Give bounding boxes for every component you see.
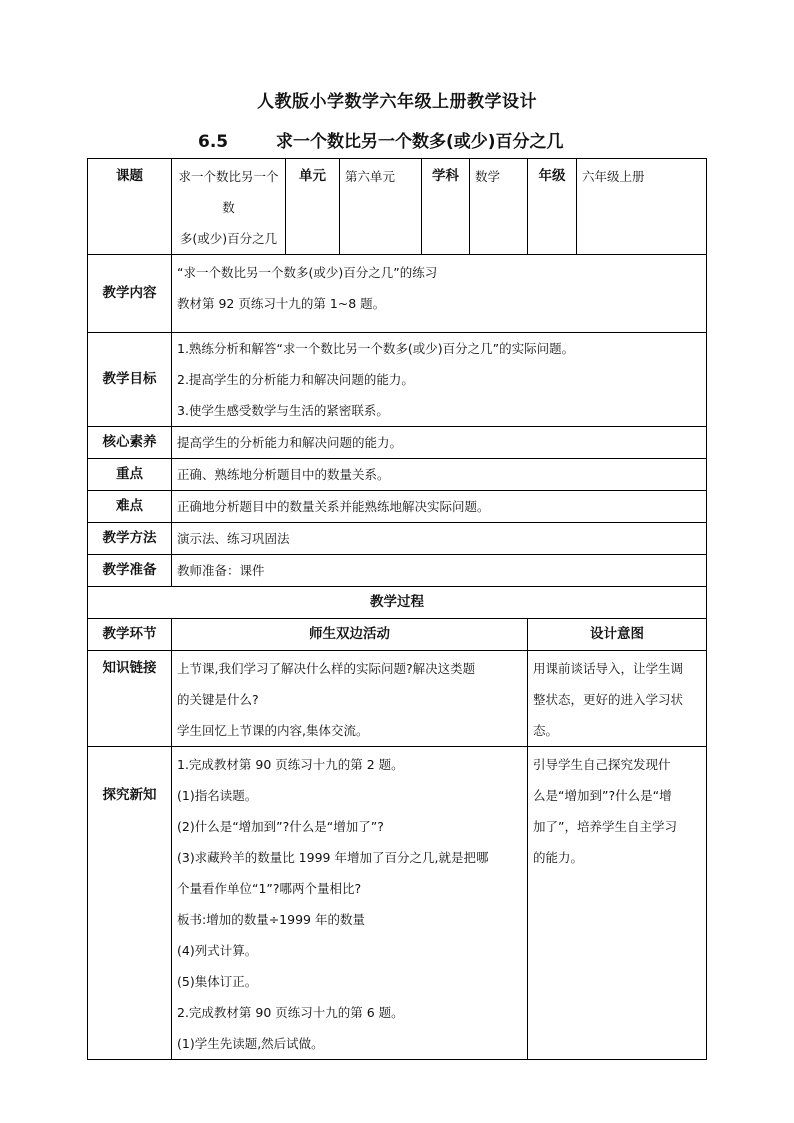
activity-line: (2)什么是“增加到”?什么是“增加了”? xyxy=(177,819,384,834)
difficulty-value: 正确地分析题目中的数量关系并能熟练地解决实际问题。 xyxy=(172,491,707,523)
stage-label: 探究新知 xyxy=(88,747,172,1060)
literacy-value: 提高学生的分析能力和解决问题的能力。 xyxy=(172,427,707,459)
section-title: 求一个数比另一个数多(或少)百分之几 xyxy=(276,132,564,152)
literacy-label: 核心素养 xyxy=(88,427,172,459)
section-heading xyxy=(198,127,564,152)
grade-value: 六年级上册 xyxy=(577,159,707,255)
activity-line: (4)列式计算。 xyxy=(177,943,258,958)
column-header-stage: 教学环节 xyxy=(88,619,172,651)
content-line: 教材第 92 页练习十九的第 1~8 题。 xyxy=(177,296,386,311)
stage-activity xyxy=(172,651,528,747)
goals-label: 教学目标 xyxy=(88,333,172,427)
column-header-intent: 设计意图 xyxy=(528,619,707,651)
activity-line: 2.完成教材第 90 页练习十九的第 6 题。 xyxy=(177,1005,404,1020)
topic-value xyxy=(172,159,286,255)
goal-line: 1.熟练分析和解答“求一个数比另一个数多(或少)百分之几”的实际问题。 xyxy=(177,341,575,356)
stage-activity xyxy=(172,747,528,1060)
subject-label: 学科 xyxy=(422,159,470,255)
difficulty-label: 难点 xyxy=(88,491,172,523)
activity-line: 板书:增加的数量÷1999 年的数量 xyxy=(177,912,365,927)
focus-value: 正确、熟练地分析题目中的数量关系。 xyxy=(172,459,707,491)
intent-line: 整状态，更好的进入学习状 xyxy=(533,692,684,707)
activity-line: 学生回忆上节课的内容,集体交流。 xyxy=(177,723,369,738)
prep-label: 教学准备 xyxy=(88,555,172,587)
document-title: 人教版小学数学六年级上册教学设计 xyxy=(257,92,537,112)
topic-line: 求一个数比另一个数 xyxy=(178,169,279,215)
unit-value: 第六单元 xyxy=(340,159,422,255)
unit-label: 单元 xyxy=(286,159,340,255)
goal-line: 3.使学生感受数学与生活的紧密联系。 xyxy=(177,403,389,418)
intent-line: 用课前谈话导入，让学生调 xyxy=(533,661,684,676)
prep-value: 教师准备：课件 xyxy=(172,555,707,587)
grade-label: 年级 xyxy=(528,159,577,255)
method-label: 教学方法 xyxy=(88,523,172,555)
topic-label: 课题 xyxy=(88,159,172,255)
subject-value: 数学 xyxy=(470,159,528,255)
activity-line: 上节课,我们学习了解决什么样的实际问题?解决这类题 xyxy=(177,661,476,676)
goals-value xyxy=(172,333,707,427)
stage-intent xyxy=(528,747,707,1060)
column-header-activity: 师生双边活动 xyxy=(172,619,528,651)
content-label: 教学内容 xyxy=(88,255,172,333)
activity-line: (3)求藏羚羊的数量比 1999 年增加了百分之几,就是把哪 xyxy=(177,850,489,865)
content-line: “求一个数比另一个数多(或少)百分之几”的练习 xyxy=(177,265,438,280)
intent-line: 加了”，培养学生自主学习 xyxy=(533,819,678,834)
intent-line: 的能力。 xyxy=(533,850,584,865)
stage-intent xyxy=(528,651,707,747)
section-number: 6.5 xyxy=(198,132,229,152)
activity-line: 个量看作单位“1”?哪两个量相比? xyxy=(177,881,362,896)
focus-label: 重点 xyxy=(88,459,172,491)
lesson-plan-table xyxy=(87,158,707,1060)
activity-line: (1)学生先读题,然后试做。 xyxy=(177,1036,324,1051)
topic-line: 多(或少)百分之几 xyxy=(179,231,278,246)
activity-line: 的关键是什么? xyxy=(177,692,259,707)
content-value xyxy=(172,255,707,333)
activity-line: (5)集体订正。 xyxy=(177,974,258,989)
activity-line: 1.完成教材第 90 页练习十九的第 2 题。 xyxy=(177,757,404,772)
method-value: 演示法、练习巩固法 xyxy=(172,523,707,555)
stage-label: 知识链接 xyxy=(88,651,172,747)
intent-line: 引导学生自己探究发现什 xyxy=(533,757,671,772)
activity-line: (1)指名读题。 xyxy=(177,788,258,803)
intent-line: 么是“增加到”?什么是“增 xyxy=(533,788,672,803)
process-heading: 教学过程 xyxy=(88,587,707,619)
goal-line: 2.提高学生的分析能力和解决问题的能力。 xyxy=(177,372,414,387)
intent-line: 态。 xyxy=(533,723,559,738)
